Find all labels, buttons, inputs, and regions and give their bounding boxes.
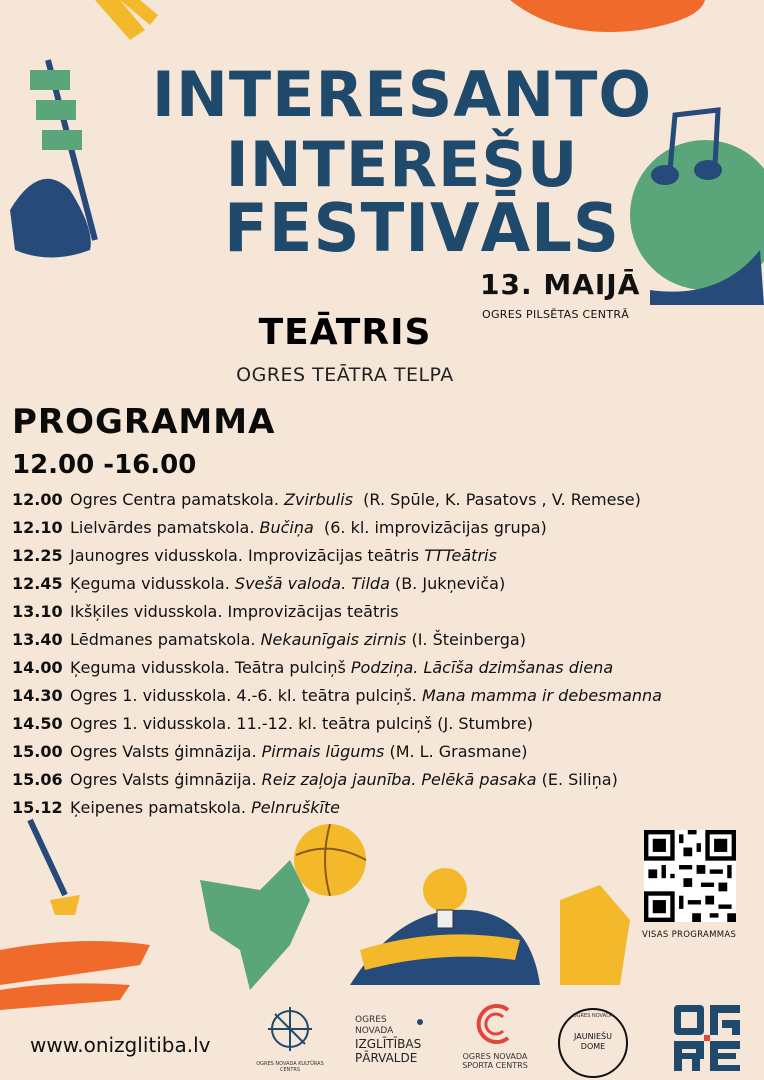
- schedule-time: 12.00: [12, 490, 63, 509]
- schedule-time: 15.00: [12, 742, 63, 761]
- schedule-performer: Ikšķiles vidusskola. Improvizācijas teātris: [70, 602, 399, 621]
- schedule-play-title: Podziņa. Lācīša dzimšanas diena: [350, 658, 614, 677]
- festival-title-line-3: FESTIVĀLS: [224, 190, 620, 268]
- schedule-note: (I. Šteinberga): [406, 630, 526, 649]
- event-date: 13. MAIJĀ: [480, 268, 641, 301]
- qr-caption: VISAS PROGRAMMAS: [642, 930, 737, 940]
- schedule-play-title: Svešā valoda. Tilda: [234, 574, 390, 593]
- schedule-item: [12, 598, 752, 626]
- schedule-performer: Lēdmanes pamatskola.: [70, 630, 261, 649]
- schedule-item: [12, 794, 752, 822]
- logo-education: [355, 1015, 435, 1065]
- schedule-time: 14.50: [12, 714, 63, 733]
- section-title: TEĀTRIS: [258, 312, 432, 353]
- schedule-play-title: Reiz zaļoja jaunība. Pelēkā pasaka: [261, 770, 537, 789]
- schedule-item: [12, 514, 752, 542]
- schedule-item: [12, 654, 752, 682]
- schedule-performer: Ogres Valsts ģimnāzija.: [70, 742, 262, 761]
- youth-arc-label: OGRES NOVADA: [572, 1013, 614, 1019]
- schedule-performer: Ķeguma vidusskola.: [70, 574, 235, 593]
- ogre-municipality-logo: [672, 1003, 742, 1073]
- schedule-item: [12, 542, 752, 570]
- schedule-performer: Ķeipenes pamatskola.: [70, 798, 252, 817]
- schedule-note: (B. Jukņeviča): [389, 574, 506, 593]
- schedule-list: [12, 486, 752, 822]
- schedule-time: 15.12: [12, 798, 63, 817]
- festival-title-line-1: INTERESANTO: [151, 58, 653, 131]
- schedule-performer: Jaunogres vidusskola. Improvizācijas teātris: [70, 546, 425, 565]
- sports-center-c-icon: [470, 1000, 520, 1048]
- program-time-range: 12.00 -16.00: [12, 450, 197, 480]
- schedule-play-title: Pelnruškīte: [251, 798, 341, 817]
- schedule-time: 12.45: [12, 574, 63, 593]
- sports-label-2: SPORTA CENTRS: [462, 1061, 528, 1070]
- schedule-play-title: Zvirbulis: [284, 490, 353, 509]
- schedule-play-title: Pirmais lūgums: [261, 742, 385, 761]
- schedule-item: [12, 710, 752, 738]
- schedule-performer: Ogres 1. vidusskola. 4.-6. kl. teātra pulciņš.: [70, 686, 422, 705]
- schedule-item: [12, 738, 752, 766]
- website-link[interactable]: www.onizglitiba.lv: [30, 1033, 211, 1057]
- schedule-time: 12.25: [12, 546, 63, 565]
- schedule-note: (6. kl. improvizācijas grupa): [313, 518, 547, 537]
- schedule-item: [12, 486, 752, 514]
- schedule-time: 15.06: [12, 770, 63, 789]
- schedule-time: 14.00: [12, 658, 63, 677]
- festival-title-line-2: INTEREŠU: [225, 128, 579, 201]
- schedule-time: 13.10: [12, 602, 63, 621]
- edu-top2: NOVADA: [355, 1026, 394, 1036]
- edu-main1: IZGLĪTĪBAS: [355, 1037, 422, 1051]
- edu-main2: PĀRVALDE: [355, 1051, 418, 1065]
- schedule-performer: Ķeguma vidusskola. Teātra pulciņš: [70, 658, 351, 677]
- schedule-note: (M. L. Grasmane): [384, 742, 528, 761]
- schedule-item: [12, 626, 752, 654]
- program-title: PROGRAMMA: [12, 402, 276, 442]
- logo-sports-center: [455, 1000, 535, 1070]
- schedule-item: [12, 766, 752, 794]
- edu-top1: OGRES: [355, 1015, 387, 1025]
- schedule-note: (R. Spūle, K. Pasatovs , V. Remese): [353, 490, 641, 509]
- schedule-time: 12.10: [12, 518, 63, 537]
- schedule-play-title: TTTeātris: [424, 546, 497, 565]
- schedule-play-title: Bučiņa: [259, 518, 314, 537]
- youth-label-2: DOME: [580, 1042, 606, 1051]
- schedule-note: (E. Siliņa): [536, 770, 618, 789]
- edu-dot-icon: [417, 1019, 423, 1025]
- qr-code[interactable]: [644, 830, 736, 922]
- schedule-performer: Lielvārdes pamatskola.: [70, 518, 260, 537]
- venue: OGRES TEĀTRA TELPA: [236, 364, 454, 386]
- schedule-time: 13.40: [12, 630, 63, 649]
- sports-label-1: OGRES NOVADA: [462, 1052, 528, 1061]
- schedule-performer: Ogres Centra pamatskola.: [70, 490, 285, 509]
- schedule-play-title: Nekaunīgais zirnis: [260, 630, 407, 649]
- youth-label-1: JAUNIEŠU: [574, 1032, 612, 1041]
- schedule-play-title: Mana mamma ir debesmanna: [421, 686, 662, 705]
- schedule-item: [12, 682, 752, 710]
- logo-culture-center: [255, 1005, 325, 1075]
- schedule-performer: Ogres 1. vidusskola. 11.-12. kl. teātra pulciņš (J. Stumbre): [70, 714, 533, 733]
- event-location: OGRES PILSĒTAS CENTRĀ: [482, 308, 630, 321]
- culture-center-emblem-icon: [255, 1005, 325, 1057]
- schedule-item: [12, 570, 752, 598]
- schedule-time: 14.30: [12, 686, 63, 705]
- schedule-performer: Ogres Valsts ģimnāzija.: [70, 770, 262, 789]
- culture-center-label: OGRES NOVADA KULTŪRAS CENTRS: [256, 1061, 324, 1073]
- logo-youth-council: [558, 1008, 628, 1078]
